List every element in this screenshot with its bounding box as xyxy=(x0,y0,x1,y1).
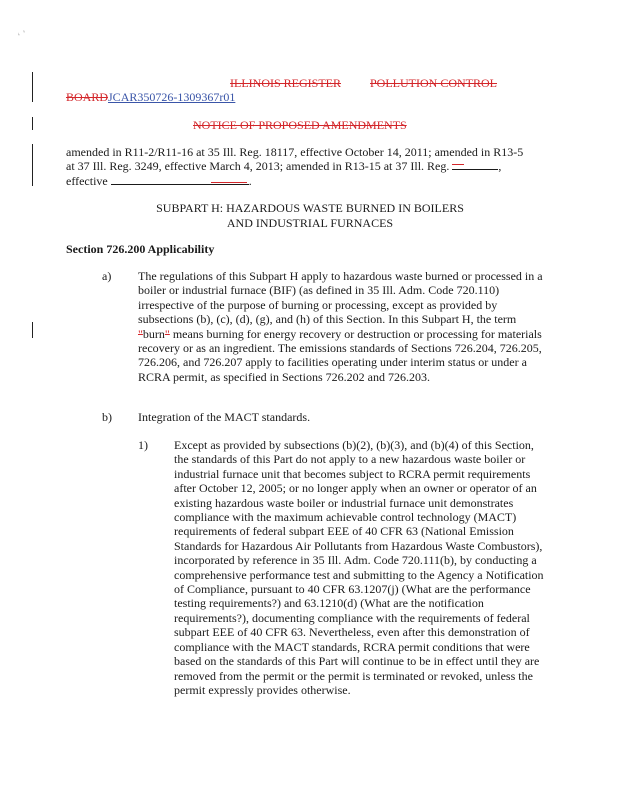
change-bar-3 xyxy=(32,144,33,186)
subpart-title-line-1: SUBPART H: HAZARDOUS WASTE BURNED IN BOILERS xyxy=(156,201,464,215)
para-a-label: a) xyxy=(102,269,112,283)
amendment-line-2 xyxy=(66,159,606,173)
deleted-board-left: BOARD xyxy=(66,90,109,104)
effective-label: effective xyxy=(66,173,108,188)
para-b1-label: 1) xyxy=(138,438,148,452)
para-a-text-before: The regulations of this Subpart H apply to hazardous waste burned or processed in a boiler or industrial furnace (BIF) (as defined in 35 Ill. Adm. Code 720.110) irrespective of the purpose of burning or processing, except as provided by subsections (b), (c), (d), (g), and (h) of this Section. In this Subpart H, the term xyxy=(138,269,543,327)
deleted-notice-heading: NOTICE OF PROPOSED AMENDMENTS xyxy=(193,118,407,132)
deleted-quote-open: " xyxy=(138,326,143,341)
header-line-2 xyxy=(66,90,235,105)
amendment-line-1: amended in R11-2/R11-16 at 35 Ill. Reg. 18117, effective October 14, 2011; amended in R13-5 xyxy=(66,145,524,159)
para-a-text-after: means burning for energy recovery or destruction or processing for materials recovery or as an ingredient. The emissions standards of Sections 726.204, 726.205, 726.206, and 726.207 apply to facilities operating under interim status or under a RCRA permit, as specified in Sections 726.202 and 726.203. xyxy=(138,326,542,384)
amendment-comma: , xyxy=(498,159,502,174)
amendment-history xyxy=(66,145,606,188)
para-b1-text: Except as provided by subsections (b)(2), (b)(3), and (b)(4) of this Section, the standards of this Part do not apply to a new hazardous waste boiler or industrial furnace unit that becomes subject to RCRA permit requirements after October 12, 2005; or no longer apply when an owner or operator of an existing hazardous waste boiler or industrial furnace unit demonstrates compliance with the maximum achievable control technology (MACT) requirements of federal subpart EEE of 40 CFR 63 (National Emission Standards for Hazardous Air Pollutants from Hazardous Waste Combustors), incorporated by reference in 35 Ill. Adm. Code 720.111(b), by conducting a comprehensive performance test and submitting to the Agency a Notification of Compliance, pursuant to 40 CFR 63.1207(j) (What are the performance testing requirements?) and 63.1210(d) (What are the notification requirements?), documenting compliance with the requirements of federal subpart EEE of 40 CFR 63. Nevertheless, even after this demonstration of compliance with the MACT standards, RCRA permit conditions that were based on the standards of this Part will continue to be in effect until they are removed from the permit or the permit is terminated or revoked, unless the permit expressly provides otherwise. xyxy=(174,438,544,697)
inserted-jcar-id: JCAR350726-1309367r01 xyxy=(108,90,236,104)
deleted-board-right: POLLUTION CONTROL xyxy=(370,76,497,90)
term-burn: burn xyxy=(142,326,165,341)
amendment-period: . xyxy=(248,173,252,188)
scan-mark: ‘ ’ xyxy=(16,28,30,43)
amendment-line-2-text: at 37 Ill. Reg. 3249, effective March 4, 2013; amended in R13-15 at 37 Ill. Reg. xyxy=(66,159,450,174)
deleted-quote-close: " xyxy=(164,326,170,341)
para-b-text: Integration of the MACT standards. xyxy=(138,410,311,424)
para-a-text xyxy=(138,269,546,384)
change-bar-2 xyxy=(32,117,33,130)
subpart-title-line-2: AND INDUSTRIAL FURNACES xyxy=(226,216,394,230)
amendment-line-3 xyxy=(66,174,606,188)
reg-page-blank xyxy=(452,159,498,170)
effective-date-blank xyxy=(111,174,249,185)
section-heading: Section 726.200 Applicability xyxy=(66,242,215,256)
para-b-label: b) xyxy=(102,410,112,424)
change-bar-1 xyxy=(32,72,33,102)
subpart-title xyxy=(130,201,490,231)
change-bar-4 xyxy=(32,322,33,338)
deleted-register-heading: ILLINOIS REGISTER xyxy=(230,76,341,90)
